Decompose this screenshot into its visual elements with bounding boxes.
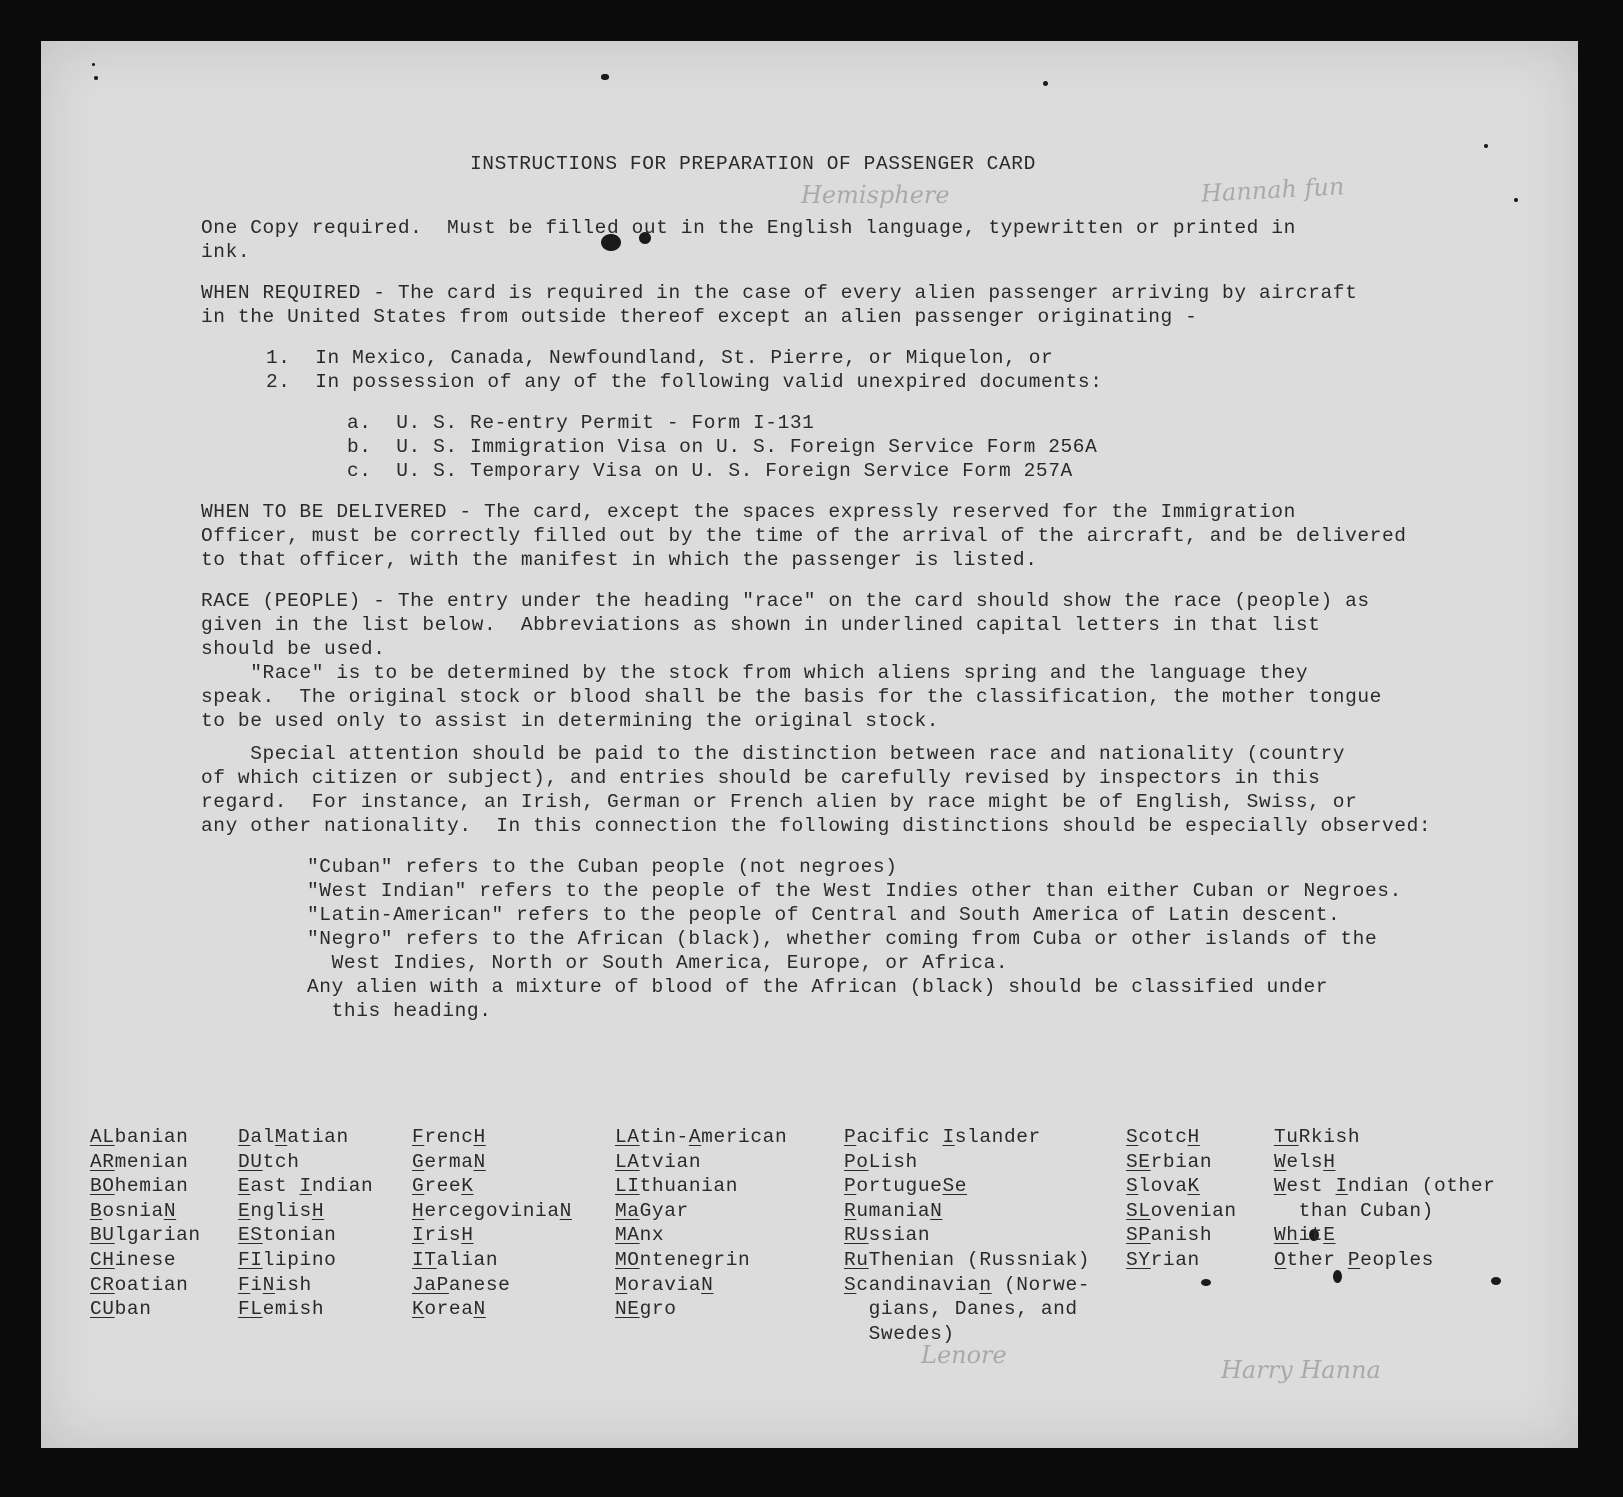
origin-item: 2. In possession of any of the following valid unexpired documents: [266, 371, 1103, 393]
race-list-item: IrisH [412, 1224, 474, 1247]
faint-handwriting: Lenore [921, 1341, 1007, 1369]
race-paragraph-line: should be used. [201, 638, 386, 660]
distinction-item: this heading. [307, 1000, 492, 1022]
special-attention-line: regard. For instance, an Irish, German or French alien by race might be of English, Swiss, or [201, 791, 1358, 813]
ink-mark [601, 74, 609, 80]
race-paragraph-line: to be used only to assist in determining the original stock. [201, 710, 940, 732]
race-list-item: SYrian [1126, 1248, 1200, 1271]
race-list-item: TuRkish [1274, 1126, 1361, 1148]
when-delivered-line: WHEN TO BE DELIVERED - The card, except the spaces expressly reserved for the Immigration [201, 501, 1296, 523]
race-list-item: FiNish [238, 1273, 312, 1296]
race-list-item: RUssian [844, 1224, 931, 1247]
race-list-item: JaPanese [412, 1273, 511, 1296]
ink-mark [1514, 198, 1518, 202]
ink-mark [1043, 81, 1048, 86]
race-list-column [90, 1125, 201, 1322]
special-attention-line: Special attention should be paid to the distinction between race and nationality (country [201, 743, 1346, 765]
distinction-item: "Cuban" refers to the Cuban people (not negroes) [307, 856, 898, 878]
race-list-item: HercegoviniaN [412, 1199, 572, 1222]
race-list-item: NEgro [615, 1298, 677, 1321]
race-list-item: CUban [90, 1298, 152, 1321]
race-list-item: WhitE [1274, 1224, 1336, 1247]
race-list-item: KoreaN [412, 1298, 486, 1321]
race-list-item: SErbian [1126, 1150, 1213, 1173]
race-list-column [238, 1125, 373, 1322]
race-list-column [1274, 1125, 1495, 1273]
race-list-item: FLemish [238, 1298, 325, 1321]
race-list-item: DalMatian [238, 1126, 349, 1148]
race-list-item: Scandinavian (Norwe- [844, 1273, 1091, 1296]
race-list-item: BUlgarian [90, 1224, 201, 1247]
faint-handwriting: Hemisphere [801, 181, 950, 209]
distinction-item: "Latin-American" refers to the people of Central and South America of Latin descent. [307, 904, 1341, 926]
intro-line: One Copy required. Must be filled out in the English language, typewritten or printed in [201, 217, 1296, 239]
race-list-item: CHinese [90, 1248, 177, 1271]
race-list-item: Other Peoples [1274, 1248, 1434, 1271]
distinction-item: Any alien with a mixture of blood of the African (black) should be classified under [307, 976, 1329, 998]
faint-handwriting: Harry Hanna [1221, 1356, 1381, 1384]
distinction-item: "West Indian" refers to the people of the West Indies other than either Cuban or Negroes. [307, 880, 1402, 902]
race-list-item: LAtin-American [615, 1126, 788, 1148]
race-list-item: FrencH [412, 1126, 486, 1148]
race-list-item: SPanish [1126, 1224, 1213, 1247]
race-list-item: MaGyar [615, 1199, 689, 1222]
document-item: b. U. S. Immigration Visa on U. S. Foreign Service Form 256A [347, 436, 1098, 458]
race-list-item: PoLish [844, 1150, 918, 1173]
race-list-item: LIthuanian [615, 1175, 739, 1198]
faint-handwriting: Hannah fun [1200, 172, 1345, 208]
race-list-item: ARmenian [90, 1150, 189, 1173]
race-list-item: RuThenian (Russniak) [844, 1248, 1091, 1271]
race-list-item: CRoatian [90, 1273, 189, 1296]
race-list-item: Pacific Islander [844, 1126, 1041, 1148]
race-paragraph-line: "Race" is to be determined by the stock from which aliens spring and the language they [201, 662, 1309, 684]
document-item: c. U. S. Temporary Visa on U. S. Foreign Service Form 257A [347, 460, 1073, 482]
race-list-column [844, 1125, 1090, 1346]
race-list-item: DUtch [238, 1150, 300, 1173]
document-page [41, 41, 1578, 1448]
ink-mark [1484, 144, 1488, 148]
race-paragraph-line: speak. The original stock or blood shall be the basis for the classification, the mother tongue [201, 686, 1382, 708]
when-delivered-line: Officer, must be correctly filled out by the time of the arrival of the aircraft, and be delivered [201, 525, 1407, 547]
ink-blot [1201, 1279, 1211, 1286]
race-list-item: GermaN [412, 1150, 486, 1173]
document-item: a. U. S. Re-entry Permit - Form I-131 [347, 412, 815, 434]
race-list-item: WelsH [1274, 1150, 1336, 1173]
race-list-column [615, 1125, 787, 1322]
race-list-item: GreeK [412, 1175, 474, 1198]
race-list-item: PortugueSe [844, 1175, 968, 1198]
race-list-item: SLovenian [1126, 1199, 1237, 1222]
race-list-item: RumaniaN [844, 1199, 943, 1222]
race-list-item: SlovaK [1126, 1175, 1200, 1198]
race-list-item: East Indian [238, 1175, 374, 1198]
race-list-item: ITalian [412, 1248, 499, 1271]
ink-mark [92, 63, 95, 66]
race-paragraph-line: RACE (PEOPLE) - The entry under the heading "race" on the card should show the race (people) as [201, 590, 1370, 612]
race-paragraph-line: given in the list below. Abbreviations as shown in underlined capital letters in that list [201, 614, 1321, 636]
race-list-item: BOhemian [90, 1175, 189, 1198]
when-required-line: WHEN REQUIRED - The card is required in the case of every alien passenger arriving by aircraft [201, 282, 1358, 304]
race-list-column [1126, 1125, 1237, 1273]
race-list-item: than Cuban) [1274, 1199, 1434, 1222]
origin-item: 1. In Mexico, Canada, Newfoundland, St. Pierre, or Miquelon, or [266, 347, 1054, 369]
race-list-item: BosniaN [90, 1199, 177, 1222]
ink-mark [94, 76, 98, 80]
race-list-item: EnglisH [238, 1199, 325, 1222]
special-attention-line: any other nationality. In this connection the following distinctions should be especially observed: [201, 815, 1432, 837]
when-required-line: in the United States from outside thereof except an alien passenger originating - [201, 306, 1198, 328]
race-list-column [412, 1125, 572, 1322]
distinction-item: "Negro" refers to the African (black), whether coming from Cuba or other islands of the [307, 928, 1378, 950]
when-delivered-line: to that officer, with the manifest in which the passenger is listed. [201, 549, 1038, 571]
intro-line: ink. [201, 241, 251, 263]
race-list-item: Swedes) [844, 1322, 955, 1345]
special-attention-line: of which citizen or subject), and entries should be carefully revised by inspectors in this [201, 767, 1321, 789]
page-title: INSTRUCTIONS FOR PREPARATION OF PASSENGER CARD [470, 153, 1036, 175]
ink-blot [1491, 1277, 1501, 1285]
race-list-item: West Indian (other [1274, 1175, 1496, 1198]
race-list-item: gians, Danes, and [844, 1298, 1078, 1321]
race-list-item: LAtvian [615, 1150, 702, 1173]
race-list-item: MAnx [615, 1224, 665, 1247]
race-list-item: ALbanian [90, 1126, 189, 1148]
race-list-item: FIlipino [238, 1248, 337, 1271]
race-list-item: MoraviaN [615, 1273, 714, 1296]
distinction-item: West Indies, North or South America, Europe, or Africa. [307, 952, 1009, 974]
race-list-item: ScotcH [1126, 1126, 1200, 1148]
race-list-item: EStonian [238, 1224, 337, 1247]
race-list-item: MOntenegrin [615, 1248, 751, 1271]
